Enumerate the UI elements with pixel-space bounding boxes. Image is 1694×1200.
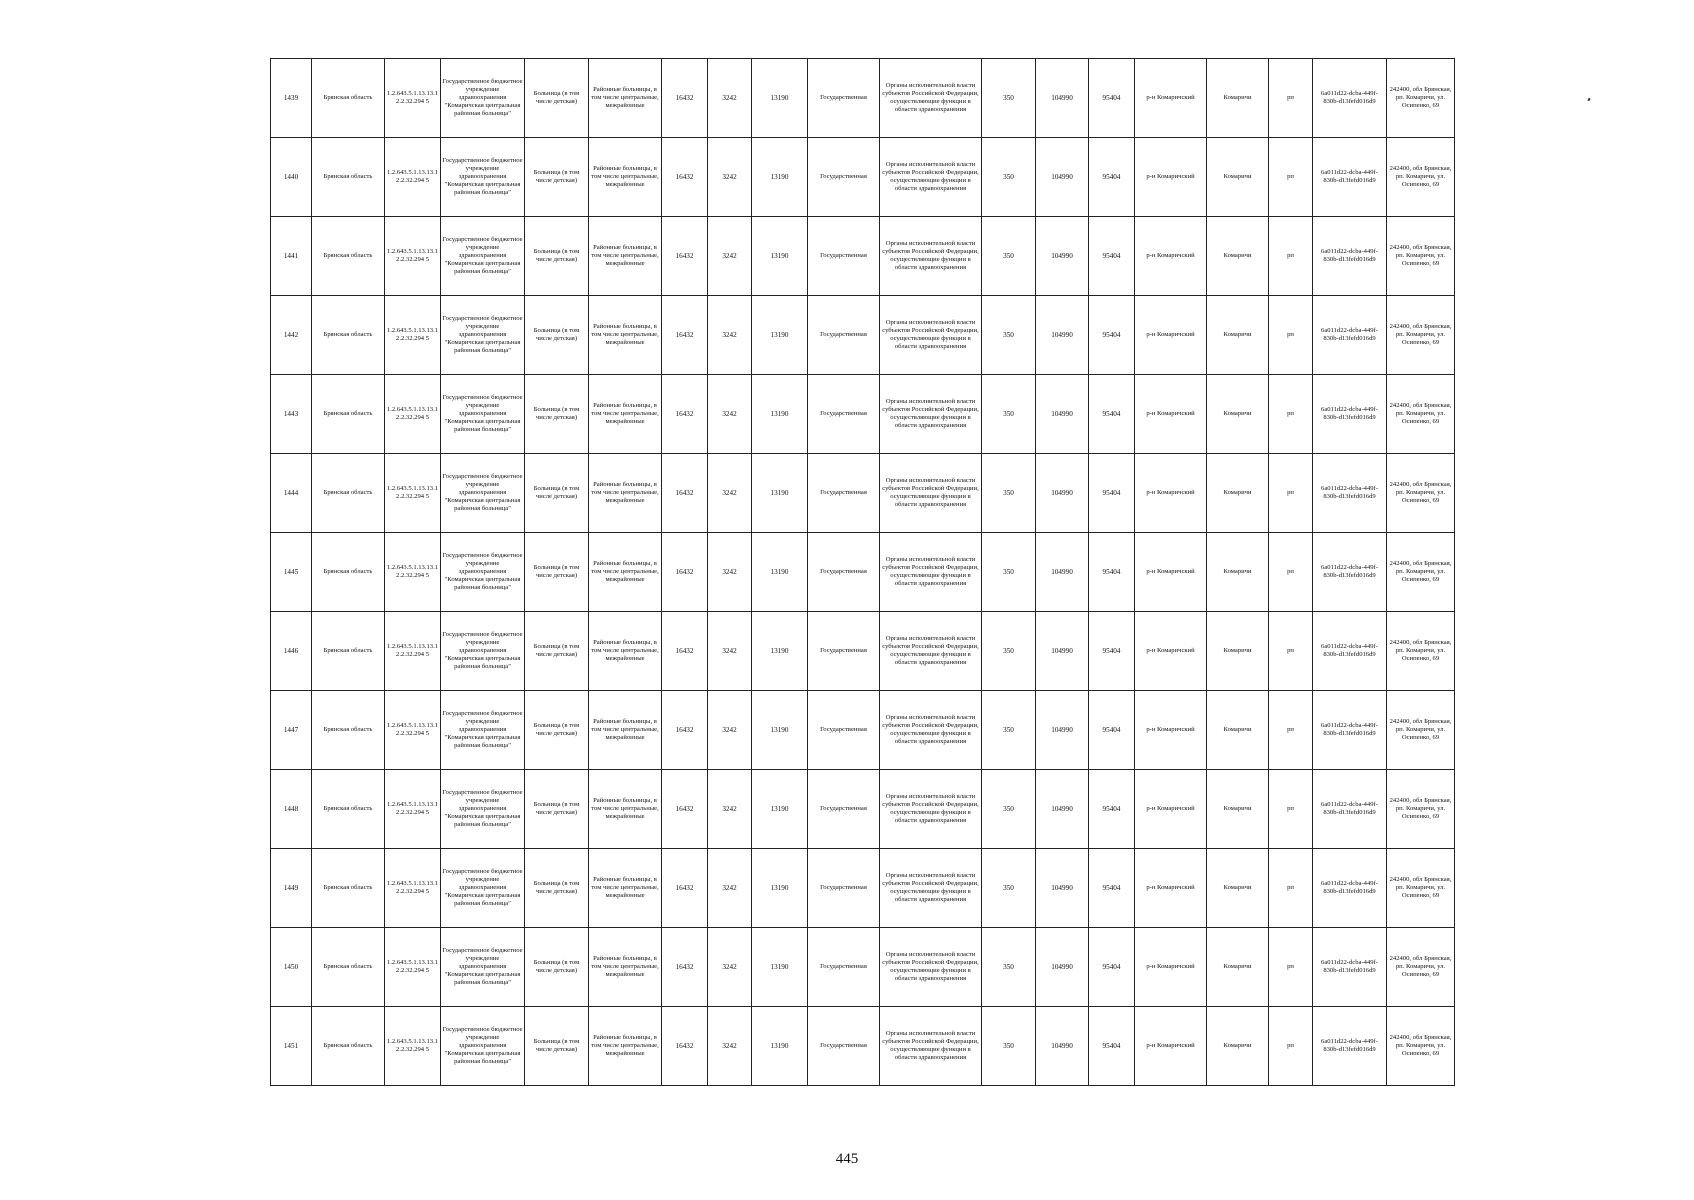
value-5-cell: 104990 xyxy=(1036,296,1089,375)
row-number-cell: 1447 xyxy=(271,691,312,770)
row-number-cell: 1441 xyxy=(271,217,312,296)
town-cell: Комаричи xyxy=(1207,612,1269,691)
value-3-cell: 13190 xyxy=(752,770,808,849)
organization-name-cell: Государственное бюджетное учреждение здравоохранения "Комаричская центральная районная больница" xyxy=(441,375,525,454)
value-2-cell: 3242 xyxy=(708,296,752,375)
town-cell: Комаричи xyxy=(1207,375,1269,454)
row-number-cell: 1439 xyxy=(271,59,312,138)
oid-code-cell: 1.2.643.5.1.13.13.12.2.32.294 5 xyxy=(385,928,441,1007)
value-4-cell: 350 xyxy=(982,59,1036,138)
value-6-cell: 95404 xyxy=(1089,59,1135,138)
settlement-kind-cell: рп xyxy=(1269,375,1313,454)
facility-type-cell: Больница (в том числе детская) xyxy=(525,928,589,1007)
value-5-cell: 104990 xyxy=(1036,770,1089,849)
organization-name-cell: Государственное бюджетное учреждение здравоохранения "Комаричская центральная районная больница" xyxy=(441,533,525,612)
oid-code-cell: 1.2.643.5.1.13.13.12.2.32.294 5 xyxy=(385,375,441,454)
guid-cell: 6a011d22-dcba-449f-830b-d13fefd016d9 xyxy=(1313,1007,1387,1086)
region-cell: Брянская область xyxy=(312,454,385,533)
value-2-cell: 3242 xyxy=(708,849,752,928)
address-cell: 242400, обл Брянская, рп. Комаричи, ул. Осипенко, 69 xyxy=(1387,928,1455,1007)
row-number-cell: 1450 xyxy=(271,928,312,1007)
organization-name-cell: Государственное бюджетное учреждение здравоохранения "Комаричская центральная районная больница" xyxy=(441,454,525,533)
value-4-cell: 350 xyxy=(982,138,1036,217)
region-cell: Брянская область xyxy=(312,217,385,296)
registry-table xyxy=(270,58,1455,1086)
value-2-cell: 3242 xyxy=(708,59,752,138)
ownership-cell: Государственная xyxy=(808,296,880,375)
table-row xyxy=(271,1007,1455,1086)
row-number-cell: 1449 xyxy=(271,849,312,928)
table-row xyxy=(271,533,1455,612)
value-5-cell: 104990 xyxy=(1036,454,1089,533)
guid-cell: 6a011d22-dcba-449f-830b-d13fefd016d9 xyxy=(1313,691,1387,770)
table-row xyxy=(271,454,1455,533)
value-6-cell: 95404 xyxy=(1089,217,1135,296)
value-1-cell: 16432 xyxy=(662,1007,708,1086)
region-cell: Брянская область xyxy=(312,533,385,612)
page-number: 445 xyxy=(835,1151,859,1164)
oid-code-cell: 1.2.643.5.1.13.13.12.2.32.294 5 xyxy=(385,691,441,770)
region-cell: Брянская область xyxy=(312,770,385,849)
settlement-kind-cell: рп xyxy=(1269,296,1313,375)
value-1-cell: 16432 xyxy=(662,59,708,138)
value-1-cell: 16432 xyxy=(662,375,708,454)
guid-cell: 6a011d22-dcba-449f-830b-d13fefd016d9 xyxy=(1313,375,1387,454)
ownership-cell: Государственная xyxy=(808,770,880,849)
organization-name-cell: Государственное бюджетное учреждение здравоохранения "Комаричская центральная районная больница" xyxy=(441,691,525,770)
settlement-kind-cell: рп xyxy=(1269,59,1313,138)
address-cell: 242400, обл Брянская, рп. Комаричи, ул. Осипенко, 69 xyxy=(1387,849,1455,928)
settlement-kind-cell: рп xyxy=(1269,454,1313,533)
district-cell: р-н Комаричский xyxy=(1135,1007,1207,1086)
value-4-cell: 350 xyxy=(982,691,1036,770)
facility-type-cell: Больница (в том числе детская) xyxy=(525,691,589,770)
value-4-cell: 350 xyxy=(982,928,1036,1007)
value-5-cell: 104990 xyxy=(1036,138,1089,217)
oid-code-cell: 1.2.643.5.1.13.13.12.2.32.294 5 xyxy=(385,296,441,375)
organization-name-cell: Государственное бюджетное учреждение здравоохранения "Комаричская центральная районная больница" xyxy=(441,928,525,1007)
value-6-cell: 95404 xyxy=(1089,454,1135,533)
value-6-cell: 95404 xyxy=(1089,138,1135,217)
facility-subtype-cell: Районные больницы, в том числе центральные, межрайонные xyxy=(589,59,662,138)
value-4-cell: 350 xyxy=(982,375,1036,454)
ownership-cell: Государственная xyxy=(808,375,880,454)
scan-mark xyxy=(1587,98,1590,102)
facility-type-cell: Больница (в том числе детская) xyxy=(525,59,589,138)
value-2-cell: 3242 xyxy=(708,375,752,454)
value-5-cell: 104990 xyxy=(1036,533,1089,612)
table-row xyxy=(271,928,1455,1007)
value-3-cell: 13190 xyxy=(752,1007,808,1086)
table-row xyxy=(271,612,1455,691)
oid-code-cell: 1.2.643.5.1.13.13.12.2.32.294 5 xyxy=(385,138,441,217)
address-cell: 242400, обл Брянская, рп. Комаричи, ул. Осипенко, 69 xyxy=(1387,59,1455,138)
facility-subtype-cell: Районные больницы, в том числе центральные, межрайонные xyxy=(589,138,662,217)
value-4-cell: 350 xyxy=(982,770,1036,849)
guid-cell: 6a011d22-dcba-449f-830b-d13fefd016d9 xyxy=(1313,533,1387,612)
organization-name-cell: Государственное бюджетное учреждение здравоохранения "Комаричская центральная районная больница" xyxy=(441,296,525,375)
settlement-kind-cell: рп xyxy=(1269,1007,1313,1086)
value-4-cell: 350 xyxy=(982,454,1036,533)
region-cell: Брянская область xyxy=(312,138,385,217)
ownership-cell: Государственная xyxy=(808,612,880,691)
district-cell: р-н Комаричский xyxy=(1135,375,1207,454)
facility-subtype-cell: Районные больницы, в том числе центральные, межрайонные xyxy=(589,1007,662,1086)
facility-type-cell: Больница (в том числе детская) xyxy=(525,296,589,375)
guid-cell: 6a011d22-dcba-449f-830b-d13fefd016d9 xyxy=(1313,928,1387,1007)
value-6-cell: 95404 xyxy=(1089,849,1135,928)
authority-cell: Органы исполнительной власти субъектов Российской Федерации, осуществляющие функции в области здравоохранения xyxy=(880,296,982,375)
guid-cell: 6a011d22-dcba-449f-830b-d13fefd016d9 xyxy=(1313,849,1387,928)
district-cell: р-н Комаричский xyxy=(1135,612,1207,691)
value-4-cell: 350 xyxy=(982,533,1036,612)
guid-cell: 6a011d22-dcba-449f-830b-d13fefd016d9 xyxy=(1313,59,1387,138)
guid-cell: 6a011d22-dcba-449f-830b-d13fefd016d9 xyxy=(1313,217,1387,296)
region-cell: Брянская область xyxy=(312,928,385,1007)
guid-cell: 6a011d22-dcba-449f-830b-d13fefd016d9 xyxy=(1313,770,1387,849)
value-3-cell: 13190 xyxy=(752,375,808,454)
settlement-kind-cell: рп xyxy=(1269,770,1313,849)
value-3-cell: 13190 xyxy=(752,533,808,612)
settlement-kind-cell: рп xyxy=(1269,928,1313,1007)
value-2-cell: 3242 xyxy=(708,138,752,217)
authority-cell: Органы исполнительной власти субъектов Российской Федерации, осуществляющие функции в области здравоохранения xyxy=(880,533,982,612)
value-3-cell: 13190 xyxy=(752,217,808,296)
value-5-cell: 104990 xyxy=(1036,59,1089,138)
address-cell: 242400, обл Брянская, рп. Комаричи, ул. Осипенко, 69 xyxy=(1387,1007,1455,1086)
value-6-cell: 95404 xyxy=(1089,375,1135,454)
settlement-kind-cell: рп xyxy=(1269,138,1313,217)
facility-type-cell: Больница (в том числе детская) xyxy=(525,375,589,454)
ownership-cell: Государственная xyxy=(808,138,880,217)
district-cell: р-н Комаричский xyxy=(1135,138,1207,217)
ownership-cell: Государственная xyxy=(808,1007,880,1086)
region-cell: Брянская область xyxy=(312,691,385,770)
town-cell: Комаричи xyxy=(1207,691,1269,770)
authority-cell: Органы исполнительной власти субъектов Российской Федерации, осуществляющие функции в области здравоохранения xyxy=(880,1007,982,1086)
ownership-cell: Государственная xyxy=(808,928,880,1007)
district-cell: р-н Комаричский xyxy=(1135,691,1207,770)
organization-name-cell: Государственное бюджетное учреждение здравоохранения "Комаричская центральная районная больница" xyxy=(441,217,525,296)
facility-type-cell: Больница (в том числе детская) xyxy=(525,533,589,612)
facility-type-cell: Больница (в том числе детская) xyxy=(525,849,589,928)
region-cell: Брянская область xyxy=(312,375,385,454)
district-cell: р-н Комаричский xyxy=(1135,59,1207,138)
value-2-cell: 3242 xyxy=(708,1007,752,1086)
row-number-cell: 1448 xyxy=(271,770,312,849)
value-2-cell: 3242 xyxy=(708,691,752,770)
settlement-kind-cell: рп xyxy=(1269,533,1313,612)
table-row xyxy=(271,375,1455,454)
value-3-cell: 13190 xyxy=(752,138,808,217)
address-cell: 242400, обл Брянская, рп. Комаричи, ул. Осипенко, 69 xyxy=(1387,138,1455,217)
oid-code-cell: 1.2.643.5.1.13.13.12.2.32.294 5 xyxy=(385,770,441,849)
organization-name-cell: Государственное бюджетное учреждение здравоохранения "Комаричская центральная районная больница" xyxy=(441,849,525,928)
value-3-cell: 13190 xyxy=(752,691,808,770)
facility-subtype-cell: Районные больницы, в том числе центральные, межрайонные xyxy=(589,691,662,770)
value-4-cell: 350 xyxy=(982,296,1036,375)
value-2-cell: 3242 xyxy=(708,612,752,691)
value-6-cell: 95404 xyxy=(1089,1007,1135,1086)
district-cell: р-н Комаричский xyxy=(1135,217,1207,296)
value-3-cell: 13190 xyxy=(752,612,808,691)
authority-cell: Органы исполнительной власти субъектов Российской Федерации, осуществляющие функции в области здравоохранения xyxy=(880,691,982,770)
authority-cell: Органы исполнительной власти субъектов Российской Федерации, осуществляющие функции в области здравоохранения xyxy=(880,612,982,691)
value-1-cell: 16432 xyxy=(662,217,708,296)
value-4-cell: 350 xyxy=(982,849,1036,928)
value-6-cell: 95404 xyxy=(1089,691,1135,770)
region-cell: Брянская область xyxy=(312,1007,385,1086)
value-5-cell: 104990 xyxy=(1036,217,1089,296)
row-number-cell: 1444 xyxy=(271,454,312,533)
town-cell: Комаричи xyxy=(1207,928,1269,1007)
value-4-cell: 350 xyxy=(982,612,1036,691)
facility-type-cell: Больница (в том числе детская) xyxy=(525,138,589,217)
value-4-cell: 350 xyxy=(982,217,1036,296)
guid-cell: 6a011d22-dcba-449f-830b-d13fefd016d9 xyxy=(1313,138,1387,217)
value-3-cell: 13190 xyxy=(752,849,808,928)
value-2-cell: 3242 xyxy=(708,533,752,612)
value-5-cell: 104990 xyxy=(1036,1007,1089,1086)
address-cell: 242400, обл Брянская, рп. Комаричи, ул. Осипенко, 69 xyxy=(1387,454,1455,533)
ownership-cell: Государственная xyxy=(808,454,880,533)
row-number-cell: 1440 xyxy=(271,138,312,217)
value-2-cell: 3242 xyxy=(708,217,752,296)
value-3-cell: 13190 xyxy=(752,296,808,375)
value-6-cell: 95404 xyxy=(1089,296,1135,375)
town-cell: Комаричи xyxy=(1207,217,1269,296)
row-number-cell: 1445 xyxy=(271,533,312,612)
value-4-cell: 350 xyxy=(982,1007,1036,1086)
value-6-cell: 95404 xyxy=(1089,770,1135,849)
address-cell: 242400, обл Брянская, рп. Комаричи, ул. Осипенко, 69 xyxy=(1387,691,1455,770)
facility-subtype-cell: Районные больницы, в том числе центральные, межрайонные xyxy=(589,296,662,375)
table-row xyxy=(271,770,1455,849)
address-cell: 242400, обл Брянская, рп. Комаричи, ул. Осипенко, 69 xyxy=(1387,375,1455,454)
ownership-cell: Государственная xyxy=(808,849,880,928)
ownership-cell: Государственная xyxy=(808,59,880,138)
settlement-kind-cell: рп xyxy=(1269,612,1313,691)
authority-cell: Органы исполнительной власти субъектов Российской Федерации, осуществляющие функции в области здравоохранения xyxy=(880,849,982,928)
district-cell: р-н Комаричский xyxy=(1135,928,1207,1007)
facility-type-cell: Больница (в том числе детская) xyxy=(525,612,589,691)
table-row xyxy=(271,138,1455,217)
authority-cell: Органы исполнительной власти субъектов Российской Федерации, осуществляющие функции в области здравоохранения xyxy=(880,928,982,1007)
value-6-cell: 95404 xyxy=(1089,928,1135,1007)
table-body xyxy=(271,59,1455,1086)
facility-subtype-cell: Районные больницы, в том числе центральные, межрайонные xyxy=(589,612,662,691)
value-5-cell: 104990 xyxy=(1036,612,1089,691)
value-1-cell: 16432 xyxy=(662,612,708,691)
district-cell: р-н Комаричский xyxy=(1135,849,1207,928)
guid-cell: 6a011d22-dcba-449f-830b-d13fefd016d9 xyxy=(1313,296,1387,375)
value-1-cell: 16432 xyxy=(662,849,708,928)
organization-name-cell: Государственное бюджетное учреждение здравоохранения "Комаричская центральная районная больница" xyxy=(441,59,525,138)
town-cell: Комаричи xyxy=(1207,454,1269,533)
guid-cell: 6a011d22-dcba-449f-830b-d13fefd016d9 xyxy=(1313,454,1387,533)
facility-type-cell: Больница (в том числе детская) xyxy=(525,770,589,849)
value-6-cell: 95404 xyxy=(1089,612,1135,691)
value-1-cell: 16432 xyxy=(662,138,708,217)
address-cell: 242400, обл Брянская, рп. Комаричи, ул. Осипенко, 69 xyxy=(1387,612,1455,691)
organization-name-cell: Государственное бюджетное учреждение здравоохранения "Комаричская центральная районная больница" xyxy=(441,1007,525,1086)
facility-subtype-cell: Районные больницы, в том числе центральные, межрайонные xyxy=(589,928,662,1007)
facility-type-cell: Больница (в том числе детская) xyxy=(525,217,589,296)
row-number-cell: 1446 xyxy=(271,612,312,691)
authority-cell: Органы исполнительной власти субъектов Российской Федерации, осуществляющие функции в области здравоохранения xyxy=(880,375,982,454)
organization-name-cell: Государственное бюджетное учреждение здравоохранения "Комаричская центральная районная больница" xyxy=(441,138,525,217)
facility-subtype-cell: Районные больницы, в том числе центральные, межрайонные xyxy=(589,454,662,533)
table-row xyxy=(271,59,1455,138)
district-cell: р-н Комаричский xyxy=(1135,533,1207,612)
town-cell: Комаричи xyxy=(1207,296,1269,375)
authority-cell: Органы исполнительной власти субъектов Российской Федерации, осуществляющие функции в области здравоохранения xyxy=(880,217,982,296)
authority-cell: Органы исполнительной власти субъектов Российской Федерации, осуществляющие функции в области здравоохранения xyxy=(880,59,982,138)
town-cell: Комаричи xyxy=(1207,770,1269,849)
town-cell: Комаричи xyxy=(1207,849,1269,928)
table-row xyxy=(271,849,1455,928)
value-1-cell: 16432 xyxy=(662,770,708,849)
authority-cell: Органы исполнительной власти субъектов Российской Федерации, осуществляющие функции в области здравоохранения xyxy=(880,770,982,849)
value-2-cell: 3242 xyxy=(708,928,752,1007)
settlement-kind-cell: рп xyxy=(1269,849,1313,928)
district-cell: р-н Комаричский xyxy=(1135,770,1207,849)
value-3-cell: 13190 xyxy=(752,928,808,1007)
oid-code-cell: 1.2.643.5.1.13.13.12.2.32.294 5 xyxy=(385,59,441,138)
value-1-cell: 16432 xyxy=(662,928,708,1007)
oid-code-cell: 1.2.643.5.1.13.13.12.2.32.294 5 xyxy=(385,612,441,691)
row-number-cell: 1442 xyxy=(271,296,312,375)
settlement-kind-cell: рп xyxy=(1269,691,1313,770)
table-row xyxy=(271,691,1455,770)
ownership-cell: Государственная xyxy=(808,691,880,770)
town-cell: Комаричи xyxy=(1207,59,1269,138)
organization-name-cell: Государственное бюджетное учреждение здравоохранения "Комаричская центральная районная больница" xyxy=(441,612,525,691)
district-cell: р-н Комаричский xyxy=(1135,454,1207,533)
value-1-cell: 16432 xyxy=(662,691,708,770)
row-number-cell: 1443 xyxy=(271,375,312,454)
value-2-cell: 3242 xyxy=(708,770,752,849)
value-5-cell: 104990 xyxy=(1036,849,1089,928)
authority-cell: Органы исполнительной власти субъектов Российской Федерации, осуществляющие функции в области здравоохранения xyxy=(880,454,982,533)
value-2-cell: 3242 xyxy=(708,454,752,533)
facility-subtype-cell: Районные больницы, в том числе центральные, межрайонные xyxy=(589,375,662,454)
facility-subtype-cell: Районные больницы, в том числе центральные, межрайонные xyxy=(589,533,662,612)
region-cell: Брянская область xyxy=(312,612,385,691)
value-1-cell: 16432 xyxy=(662,296,708,375)
district-cell: р-н Комаричский xyxy=(1135,296,1207,375)
facility-subtype-cell: Районные больницы, в том числе центральные, межрайонные xyxy=(589,849,662,928)
value-5-cell: 104990 xyxy=(1036,375,1089,454)
facility-subtype-cell: Районные больницы, в том числе центральные, межрайонные xyxy=(589,217,662,296)
table-row xyxy=(271,296,1455,375)
value-6-cell: 95404 xyxy=(1089,533,1135,612)
value-3-cell: 13190 xyxy=(752,59,808,138)
value-1-cell: 16432 xyxy=(662,533,708,612)
value-5-cell: 104990 xyxy=(1036,928,1089,1007)
oid-code-cell: 1.2.643.5.1.13.13.12.2.32.294 5 xyxy=(385,454,441,533)
authority-cell: Органы исполнительной власти субъектов Российской Федерации, осуществляющие функции в области здравоохранения xyxy=(880,138,982,217)
table-row xyxy=(271,217,1455,296)
value-1-cell: 16432 xyxy=(662,454,708,533)
guid-cell: 6a011d22-dcba-449f-830b-d13fefd016d9 xyxy=(1313,612,1387,691)
oid-code-cell: 1.2.643.5.1.13.13.12.2.32.294 5 xyxy=(385,217,441,296)
value-3-cell: 13190 xyxy=(752,454,808,533)
organization-name-cell: Государственное бюджетное учреждение здравоохранения "Комаричская центральная районная больница" xyxy=(441,770,525,849)
town-cell: Комаричи xyxy=(1207,138,1269,217)
address-cell: 242400, обл Брянская, рп. Комаричи, ул. Осипенко, 69 xyxy=(1387,533,1455,612)
oid-code-cell: 1.2.643.5.1.13.13.12.2.32.294 5 xyxy=(385,533,441,612)
ownership-cell: Государственная xyxy=(808,533,880,612)
ownership-cell: Государственная xyxy=(808,217,880,296)
row-number-cell: 1451 xyxy=(271,1007,312,1086)
address-cell: 242400, обл Брянская, рп. Комаричи, ул. Осипенко, 69 xyxy=(1387,296,1455,375)
facility-type-cell: Больница (в том числе детская) xyxy=(525,454,589,533)
value-5-cell: 104990 xyxy=(1036,691,1089,770)
address-cell: 242400, обл Брянская, рп. Комаричи, ул. Осипенко, 69 xyxy=(1387,217,1455,296)
oid-code-cell: 1.2.643.5.1.13.13.12.2.32.294 5 xyxy=(385,1007,441,1086)
facility-type-cell: Больница (в том числе детская) xyxy=(525,1007,589,1086)
region-cell: Брянская область xyxy=(312,59,385,138)
settlement-kind-cell: рп xyxy=(1269,217,1313,296)
oid-code-cell: 1.2.643.5.1.13.13.12.2.32.294 5 xyxy=(385,849,441,928)
town-cell: Комаричи xyxy=(1207,1007,1269,1086)
region-cell: Брянская область xyxy=(312,849,385,928)
region-cell: Брянская область xyxy=(312,296,385,375)
address-cell: 242400, обл Брянская, рп. Комаричи, ул. Осипенко, 69 xyxy=(1387,770,1455,849)
facility-subtype-cell: Районные больницы, в том числе центральные, межрайонные xyxy=(589,770,662,849)
town-cell: Комаричи xyxy=(1207,533,1269,612)
